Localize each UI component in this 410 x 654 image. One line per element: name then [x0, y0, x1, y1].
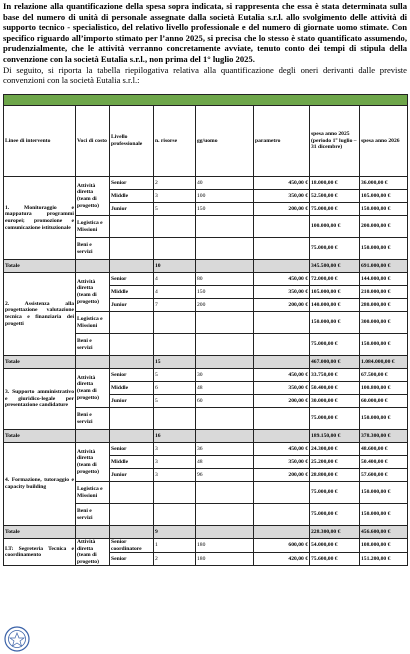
spend-2026-cell: 105.000,00 €	[360, 190, 408, 203]
level-cell: Senior	[110, 273, 154, 286]
header-parametro: parametro	[254, 106, 310, 177]
days-cell: 100	[196, 190, 254, 203]
parameter-cell: 450,00 €	[254, 273, 310, 286]
level-cell: Middle	[110, 456, 154, 469]
intervention-line-label: LT: Segreteria Tecnica e coordinamento	[4, 539, 76, 566]
spend-2025-cell: 75.000,00 €	[310, 408, 360, 430]
spend-2025-cell: 105.000,00 €	[310, 286, 360, 299]
empty-cell	[154, 238, 196, 260]
spend-2025-cell: 75.000,00 €	[310, 504, 360, 526]
header-voci: Voci di costo	[76, 106, 110, 177]
intro-paragraph-1: In relazione alla quantificazione della spesa sopra indicata, si rappresenta che essa è stata determinata sulla base del numero di unità di personale assegnate dalla società Eutalia s.r.l. allo svolgimento delle attività di supporto tecnico - specialistico, del relativo livello professionale e del numero di giornate uomo stimate. Con specifico riguardo all’importo stimato per l’anno 2025, si precisa che lo stesso è stato quantificato assumendo, prudenzialmente, che le attività verranno concretamente avviate, tenuto conto dei tempi di stipula della convenzione con la società Eutalia s.r.l., non prima del 1° luglio 2025.	[3, 1, 407, 64]
spend-2026-cell: 108.000,00 €	[360, 539, 408, 553]
empty-cell	[110, 526, 154, 539]
spend-2025-cell: 72.000,00 €	[310, 273, 360, 286]
cost-item-extra: Beni e servizi	[76, 408, 110, 430]
cost-item-extra: Beni e servizi	[76, 334, 110, 356]
parameter-cell: 350,00 €	[254, 190, 310, 203]
seal-emblem-icon	[4, 626, 30, 652]
days-cell: 150	[196, 203, 254, 216]
level-cell: Senior	[110, 369, 154, 382]
spend-2026-cell: 50.400,00 €	[360, 456, 408, 469]
table-header-band	[4, 95, 408, 106]
resources-cell: 4	[154, 286, 196, 299]
empty-cell	[196, 312, 254, 334]
empty-cell	[254, 430, 310, 443]
empty-cell	[110, 504, 154, 526]
table-row	[4, 443, 408, 456]
empty-cell	[196, 504, 254, 526]
intro-text	[3, 1, 407, 86]
days-cell: 180	[196, 539, 254, 553]
resources-cell: 3	[154, 443, 196, 456]
days-cell: 40	[196, 177, 254, 190]
spend-2026-cell: 100.800,00 €	[360, 382, 408, 395]
table-row	[4, 177, 408, 190]
empty-cell	[154, 216, 196, 238]
total-label: Totale	[4, 260, 76, 273]
days-cell: 150	[196, 286, 254, 299]
total-resources: 10	[154, 260, 196, 273]
empty-cell	[110, 312, 154, 334]
spend-2026-cell: 150.000,00 €	[360, 203, 408, 216]
spend-2025-cell: 52.500,00 €	[310, 190, 360, 203]
total-2026: 1.084.000,00 €	[360, 356, 408, 369]
intervention-line-label: 4. Formazione, tutoraggio e capacity building	[4, 443, 76, 526]
level-cell: Middle	[110, 382, 154, 395]
parameter-cell: 200,00 €	[254, 469, 310, 482]
resources-cell: 6	[154, 382, 196, 395]
header-spesa-2026: spesa anno 2026	[360, 106, 408, 177]
spend-2026-cell: 36.000,00 €	[360, 177, 408, 190]
days-cell: 180	[196, 553, 254, 566]
cost-item-direct: Attività diretta (team di progetto)	[76, 443, 110, 482]
spend-2025-cell: 18.000,00 €	[310, 177, 360, 190]
empty-cell	[196, 260, 254, 273]
empty-cell	[154, 334, 196, 356]
empty-cell	[196, 356, 254, 369]
total-2026: 691.000,00 €	[360, 260, 408, 273]
total-2025: 189.150,00 €	[310, 430, 360, 443]
cost-item-extra: Beni e servizi	[76, 504, 110, 526]
table-header-row	[4, 106, 408, 177]
parameter-cell: 420,00 €	[254, 553, 310, 566]
intervention-line-label: 3. Supporto amministrativo e giuridico-legale per presentazione candidature	[4, 369, 76, 430]
cost-item-direct: Attività diretta (team di progetto)	[76, 539, 110, 566]
parameter-cell: 350,00 €	[254, 382, 310, 395]
spend-2025-cell: 54.000,00 €	[310, 539, 360, 553]
intervention-line-label: 1. Monitoraggio e mappatura programmi europei; promozione e comunicazione istituzionale	[4, 177, 76, 260]
parameter-cell: 450,00 €	[254, 443, 310, 456]
header-spesa-2025: spesa anno 2025 (periodo 1° luglio – 31 dicembre)	[310, 106, 360, 177]
empty-cell	[110, 482, 154, 504]
days-cell: 48	[196, 456, 254, 469]
spend-2026-cell: 280.000,00 €	[360, 299, 408, 312]
spend-2025-cell: 24.300,00 €	[310, 443, 360, 456]
empty-cell	[196, 430, 254, 443]
empty-cell	[254, 482, 310, 504]
empty-cell	[254, 334, 310, 356]
spend-2025-cell: 100.000,00 €	[310, 216, 360, 238]
parameter-cell: 450,00 €	[254, 369, 310, 382]
empty-cell	[154, 482, 196, 504]
empty-cell	[254, 260, 310, 273]
empty-cell	[76, 260, 110, 273]
empty-cell	[110, 216, 154, 238]
total-row	[4, 356, 408, 369]
spend-2026-cell: 144.000,00 €	[360, 273, 408, 286]
empty-cell	[196, 408, 254, 430]
spend-2026-cell: 150.000,00 €	[360, 334, 408, 356]
total-row	[4, 430, 408, 443]
spend-2025-cell: 28.800,00 €	[310, 469, 360, 482]
empty-cell	[110, 430, 154, 443]
total-resources: 16	[154, 430, 196, 443]
spend-2025-cell: 25.200,00 €	[310, 456, 360, 469]
parameter-cell: 200,00 €	[254, 395, 310, 408]
table-row	[4, 539, 408, 553]
empty-cell	[154, 312, 196, 334]
header-gg: gg/uomo	[196, 106, 254, 177]
spend-2026-cell: 48.600,00 €	[360, 443, 408, 456]
spend-2026-cell: 151.200,00 €	[360, 553, 408, 566]
total-2025: 228.300,00 €	[310, 526, 360, 539]
days-cell: 200	[196, 299, 254, 312]
total-2025: 467.000,00 €	[310, 356, 360, 369]
spend-2025-cell: 75.000,00 €	[310, 203, 360, 216]
level-cell: Senior	[110, 177, 154, 190]
table-row	[4, 273, 408, 286]
days-cell: 30	[196, 369, 254, 382]
spend-2026-cell: 150.000,00 €	[360, 408, 408, 430]
cost-item-extra: Beni e servizi	[76, 238, 110, 260]
level-cell: Middle	[110, 190, 154, 203]
total-2026: 378.300,00 €	[360, 430, 408, 443]
total-label: Totale	[4, 356, 76, 369]
spend-2025-cell: 50.400,00 €	[310, 382, 360, 395]
empty-cell	[196, 238, 254, 260]
cost-item-extra: Logistica e Missioni	[76, 482, 110, 504]
empty-cell	[154, 408, 196, 430]
empty-cell	[110, 334, 154, 356]
empty-cell	[154, 504, 196, 526]
resources-cell: 5	[154, 203, 196, 216]
table-row	[4, 369, 408, 382]
total-2025: 345.500,00 €	[310, 260, 360, 273]
cost-item-extra: Logistica e Missioni	[76, 216, 110, 238]
total-label: Totale	[4, 526, 76, 539]
empty-cell	[254, 216, 310, 238]
days-cell: 60	[196, 395, 254, 408]
days-cell: 48	[196, 382, 254, 395]
empty-cell	[110, 260, 154, 273]
spend-2025-cell: 30.000,00 €	[310, 395, 360, 408]
empty-cell	[196, 216, 254, 238]
total-row	[4, 526, 408, 539]
resources-cell: 5	[154, 369, 196, 382]
total-resources: 9	[154, 526, 196, 539]
empty-cell	[196, 526, 254, 539]
days-cell: 36	[196, 443, 254, 456]
empty-cell	[254, 526, 310, 539]
empty-cell	[254, 408, 310, 430]
total-label: Totale	[4, 430, 76, 443]
empty-cell	[110, 356, 154, 369]
empty-cell	[76, 526, 110, 539]
level-cell: Junior	[110, 203, 154, 216]
spend-2025-cell: 140.000,00 €	[310, 299, 360, 312]
spend-2026-cell: 150.000,00 €	[360, 504, 408, 526]
header-livello: Livello professionale	[110, 106, 154, 177]
total-resources: 15	[154, 356, 196, 369]
spend-2026-cell: 200.000,00 €	[360, 216, 408, 238]
cost-item-extra: Logistica e Missioni	[76, 312, 110, 334]
spend-2026-cell: 60.000,00 €	[360, 395, 408, 408]
level-cell: Senior	[110, 553, 154, 566]
empty-cell	[254, 312, 310, 334]
empty-cell	[76, 356, 110, 369]
spend-2026-cell: 300.000,00 €	[360, 312, 408, 334]
total-row	[4, 260, 408, 273]
days-cell: 80	[196, 273, 254, 286]
empty-cell	[110, 238, 154, 260]
empty-cell	[76, 430, 110, 443]
level-cell: Junior	[110, 469, 154, 482]
empty-cell	[196, 482, 254, 504]
empty-cell	[254, 238, 310, 260]
cost-item-direct: Attività diretta (team di progetto)	[76, 273, 110, 312]
level-cell: Middle	[110, 286, 154, 299]
spend-2026-cell: 67.500,00 €	[360, 369, 408, 382]
level-cell: Junior	[110, 395, 154, 408]
spend-2025-cell: 75.000,00 €	[310, 334, 360, 356]
parameter-cell: 350,00 €	[254, 456, 310, 469]
spend-2026-cell: 150.000,00 €	[360, 482, 408, 504]
resources-cell: 3	[154, 456, 196, 469]
total-2026: 456.600,00 €	[360, 526, 408, 539]
spend-2025-cell: 75.600,00 €	[310, 553, 360, 566]
resources-cell: 3	[154, 190, 196, 203]
spend-2025-cell: 75.000,00 €	[310, 482, 360, 504]
empty-cell	[110, 408, 154, 430]
intervention-line-label: 2. Assistenza alla progettazione valutazione tecnica e finanziaria dei progetti	[4, 273, 76, 356]
level-cell: Senior coordinatore	[110, 539, 154, 553]
days-cell: 96	[196, 469, 254, 482]
spend-2026-cell: 57.600,00 €	[360, 469, 408, 482]
empty-cell	[196, 334, 254, 356]
parameter-cell: 350,00 €	[254, 286, 310, 299]
resources-cell: 1	[154, 539, 196, 553]
cost-item-direct: Attività diretta (team di progetto)	[76, 177, 110, 216]
resources-cell: 2	[154, 177, 196, 190]
header-linee: Linee di intervento	[4, 106, 76, 177]
spend-2026-cell: 150.000,00 €	[360, 238, 408, 260]
spend-2026-cell: 210.000,00 €	[360, 286, 408, 299]
resources-cell: 2	[154, 553, 196, 566]
empty-cell	[254, 356, 310, 369]
level-cell: Junior	[110, 299, 154, 312]
parameter-cell: 200,00 €	[254, 203, 310, 216]
intro-paragraph-2: Di seguito, si riporta la tabella riepilogativa relativa alla quantificazione degli oneri derivanti dalle previste convenzioni con la società Eutalia s.r.l.:	[3, 64, 407, 86]
spend-2025-cell: 75.000,00 €	[310, 238, 360, 260]
empty-cell	[254, 504, 310, 526]
cost-table	[3, 94, 408, 566]
resources-cell: 7	[154, 299, 196, 312]
level-cell: Senior	[110, 443, 154, 456]
resources-cell: 5	[154, 395, 196, 408]
resources-cell: 3	[154, 469, 196, 482]
resources-cell: 4	[154, 273, 196, 286]
header-risorse: n. risorse	[154, 106, 196, 177]
spend-2025-cell: 33.750,00 €	[310, 369, 360, 382]
parameter-cell: 450,00 €	[254, 177, 310, 190]
parameter-cell: 200,00 €	[254, 299, 310, 312]
spend-2025-cell: 150.000,00 €	[310, 312, 360, 334]
cost-item-direct: Attività diretta (team di progetto)	[76, 369, 110, 408]
parameter-cell: 600,00 €	[254, 539, 310, 553]
